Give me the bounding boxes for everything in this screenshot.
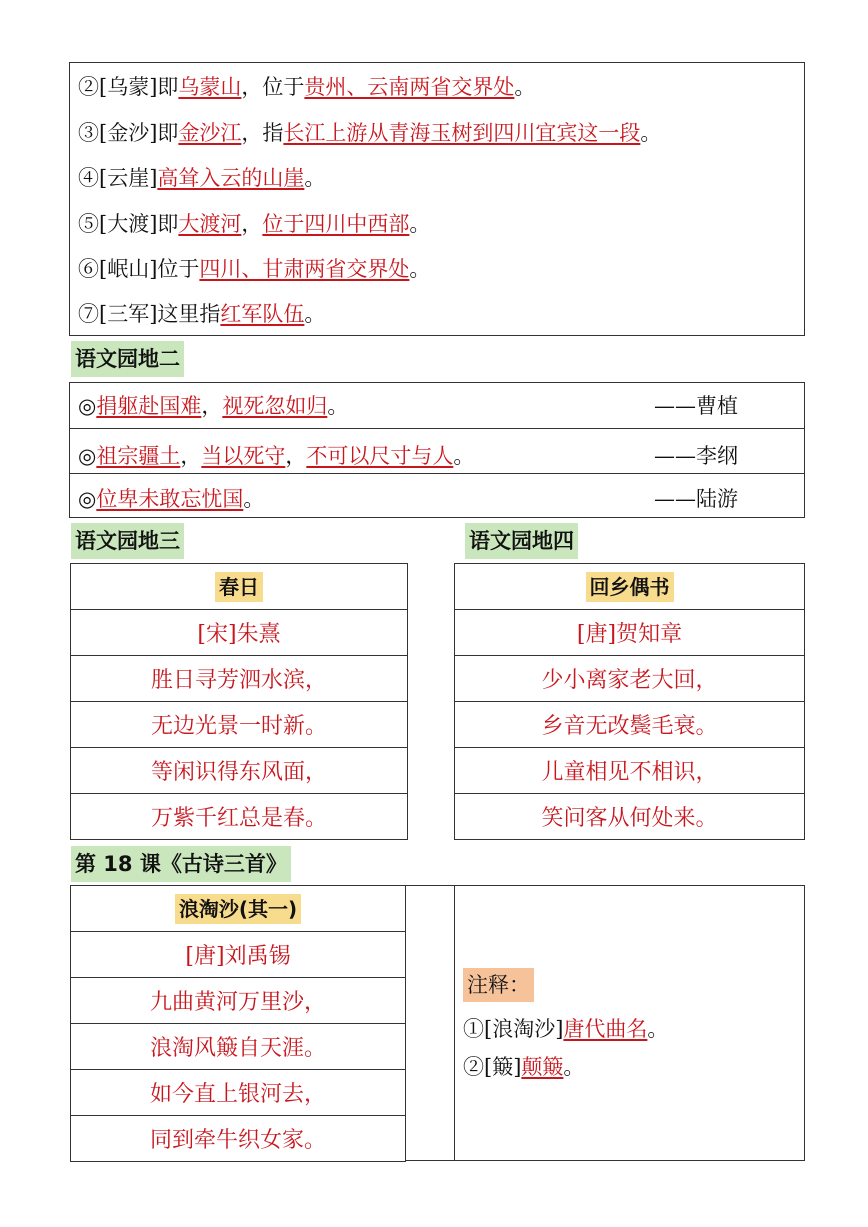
poem-line: 胜日寻芳泗水滨， (71, 656, 408, 702)
note-text: 。 (640, 121, 662, 145)
note-number: ③ (78, 121, 99, 145)
note-answer: 位于四川中西部 (262, 212, 410, 236)
note-answer: 贵州、云南两省交界处 (304, 75, 515, 99)
notes-heading: 注释： (463, 968, 534, 1002)
row-divider (70, 428, 804, 429)
punctuation: 。 (453, 444, 475, 468)
note-answer: 高耸入云的山崖 (157, 166, 305, 190)
bullet-mark: ◎ (78, 487, 97, 511)
note-line (78, 118, 661, 148)
poem-line: 儿童相见不相识， (455, 748, 805, 794)
quote-phrase: 祖宗疆土 (96, 444, 181, 468)
punctuation: ， (201, 394, 223, 418)
note-term: [三军] (99, 302, 158, 326)
note-answer: 金沙江 (178, 121, 242, 145)
note-answer: 长江上游从青海玉树到四川宜宾这一段 (283, 121, 641, 145)
punctuation: ， (285, 444, 307, 468)
quote-phrase: 视死忽如归 (222, 394, 328, 418)
note-line (78, 209, 430, 239)
quote-line (78, 441, 474, 471)
note-text: 。 (409, 212, 431, 236)
note-line (78, 299, 325, 329)
lesson-heading: 第 18 课《古诗三首》 (71, 846, 291, 882)
bullet-mark: ◎ (78, 394, 97, 418)
quote-phrase: 位卑未敢忘忧国 (96, 487, 244, 511)
poem-title: 回乡偶书 (586, 572, 674, 602)
poem-title: 浪淘沙(其一) (175, 894, 301, 924)
poem-line: 同到牵牛织女家。 (71, 1116, 406, 1162)
note-number: ② (463, 1055, 484, 1079)
note-term: [浪淘沙] (484, 1017, 564, 1041)
quote-line (78, 484, 264, 514)
note-line (463, 1014, 668, 1044)
quote-phrase: 捐躯赴国难 (96, 394, 202, 418)
note-answer: 乌蒙山 (178, 75, 242, 99)
poem-table-huixiang (454, 563, 805, 840)
note-number: ⑦ (78, 302, 99, 326)
note-term: [簸] (484, 1055, 522, 1079)
section-heading: 语文园地三 (71, 523, 184, 559)
note-number: ⑥ (78, 257, 99, 281)
note-number: ⑤ (78, 212, 99, 236)
note-text: ，位于 (241, 75, 305, 99)
poem-line: 乡音无改鬓毛衰。 (455, 702, 805, 748)
note-line (463, 1052, 584, 1082)
note-text: 即 (157, 75, 179, 99)
notes-heading-wrap (463, 968, 534, 1002)
poem-line: 无边光景一时新。 (71, 702, 408, 748)
note-answer: 四川、甘肃两省交界处 (199, 257, 410, 281)
top-notes-box (69, 62, 805, 336)
spacer-column (405, 885, 455, 1161)
poem-line: 笑问客从何处来。 (455, 794, 805, 840)
punctuation: 。 (327, 394, 349, 418)
note-text: 这里指 (157, 302, 221, 326)
poem-line: 万紫千红总是春。 (71, 794, 408, 840)
poem-table-chunri (70, 563, 408, 840)
note-line (78, 163, 325, 193)
poem-author: [唐]刘禹锡 (71, 932, 406, 978)
note-number: ① (463, 1017, 484, 1041)
note-text: 。 (409, 257, 431, 281)
note-term: [大渡] (99, 212, 158, 236)
note-answer: 红军队伍 (220, 302, 305, 326)
row-divider (70, 473, 804, 474)
note-answer: 唐代曲名 (563, 1017, 648, 1041)
note-text: 。 (514, 75, 536, 99)
note-text: 。 (304, 302, 326, 326)
note-line (78, 254, 430, 284)
quotes-box (69, 382, 805, 518)
note-text: ， (241, 212, 263, 236)
note-text: 位于 (157, 257, 200, 281)
note-text: 。 (304, 166, 326, 190)
langtaosha-notes-box (454, 885, 805, 1161)
poem-author: [唐]贺知章 (455, 610, 805, 656)
poem-author: [宋]朱熹 (71, 610, 408, 656)
quote-author: ——曹植 (654, 394, 738, 418)
note-term: [金沙] (99, 121, 158, 145)
poem-line: 九曲黄河万里沙， (71, 978, 406, 1024)
poem-table-langtaosha (70, 885, 406, 1162)
bullet-mark: ◎ (78, 444, 97, 468)
note-term: [岷山] (99, 257, 158, 281)
punctuation: ， (180, 444, 202, 468)
note-text: ，指 (241, 121, 284, 145)
punctuation: 。 (243, 487, 265, 511)
quote-author: ——李纲 (654, 444, 738, 468)
poem-line: 如今直上银河去， (71, 1070, 406, 1116)
note-text: 。 (563, 1055, 585, 1079)
poem-line: 等闲识得东风面， (71, 748, 408, 794)
poem-line: 浪淘风簸自天涯。 (71, 1024, 406, 1070)
poem-line: 少小离家老大回， (455, 656, 805, 702)
note-number: ② (78, 75, 99, 99)
note-answer: 大渡河 (178, 212, 242, 236)
quote-phrase: 不可以尺寸与人 (306, 444, 454, 468)
note-term: [云崖] (99, 166, 158, 190)
note-line (78, 72, 535, 102)
section-heading: 语文园地二 (71, 341, 184, 377)
note-term: [乌蒙] (99, 75, 158, 99)
note-number: ④ (78, 166, 99, 190)
poem-title: 春日 (215, 572, 263, 602)
note-text: 。 (647, 1017, 669, 1041)
quote-author: ——陆游 (654, 487, 738, 511)
section-heading: 语文园地四 (465, 523, 578, 559)
note-answer: 颠簸 (521, 1055, 564, 1079)
note-text: 即 (157, 121, 179, 145)
note-text: 即 (157, 212, 179, 236)
quote-line (78, 391, 348, 421)
quote-phrase: 当以死守 (201, 444, 286, 468)
